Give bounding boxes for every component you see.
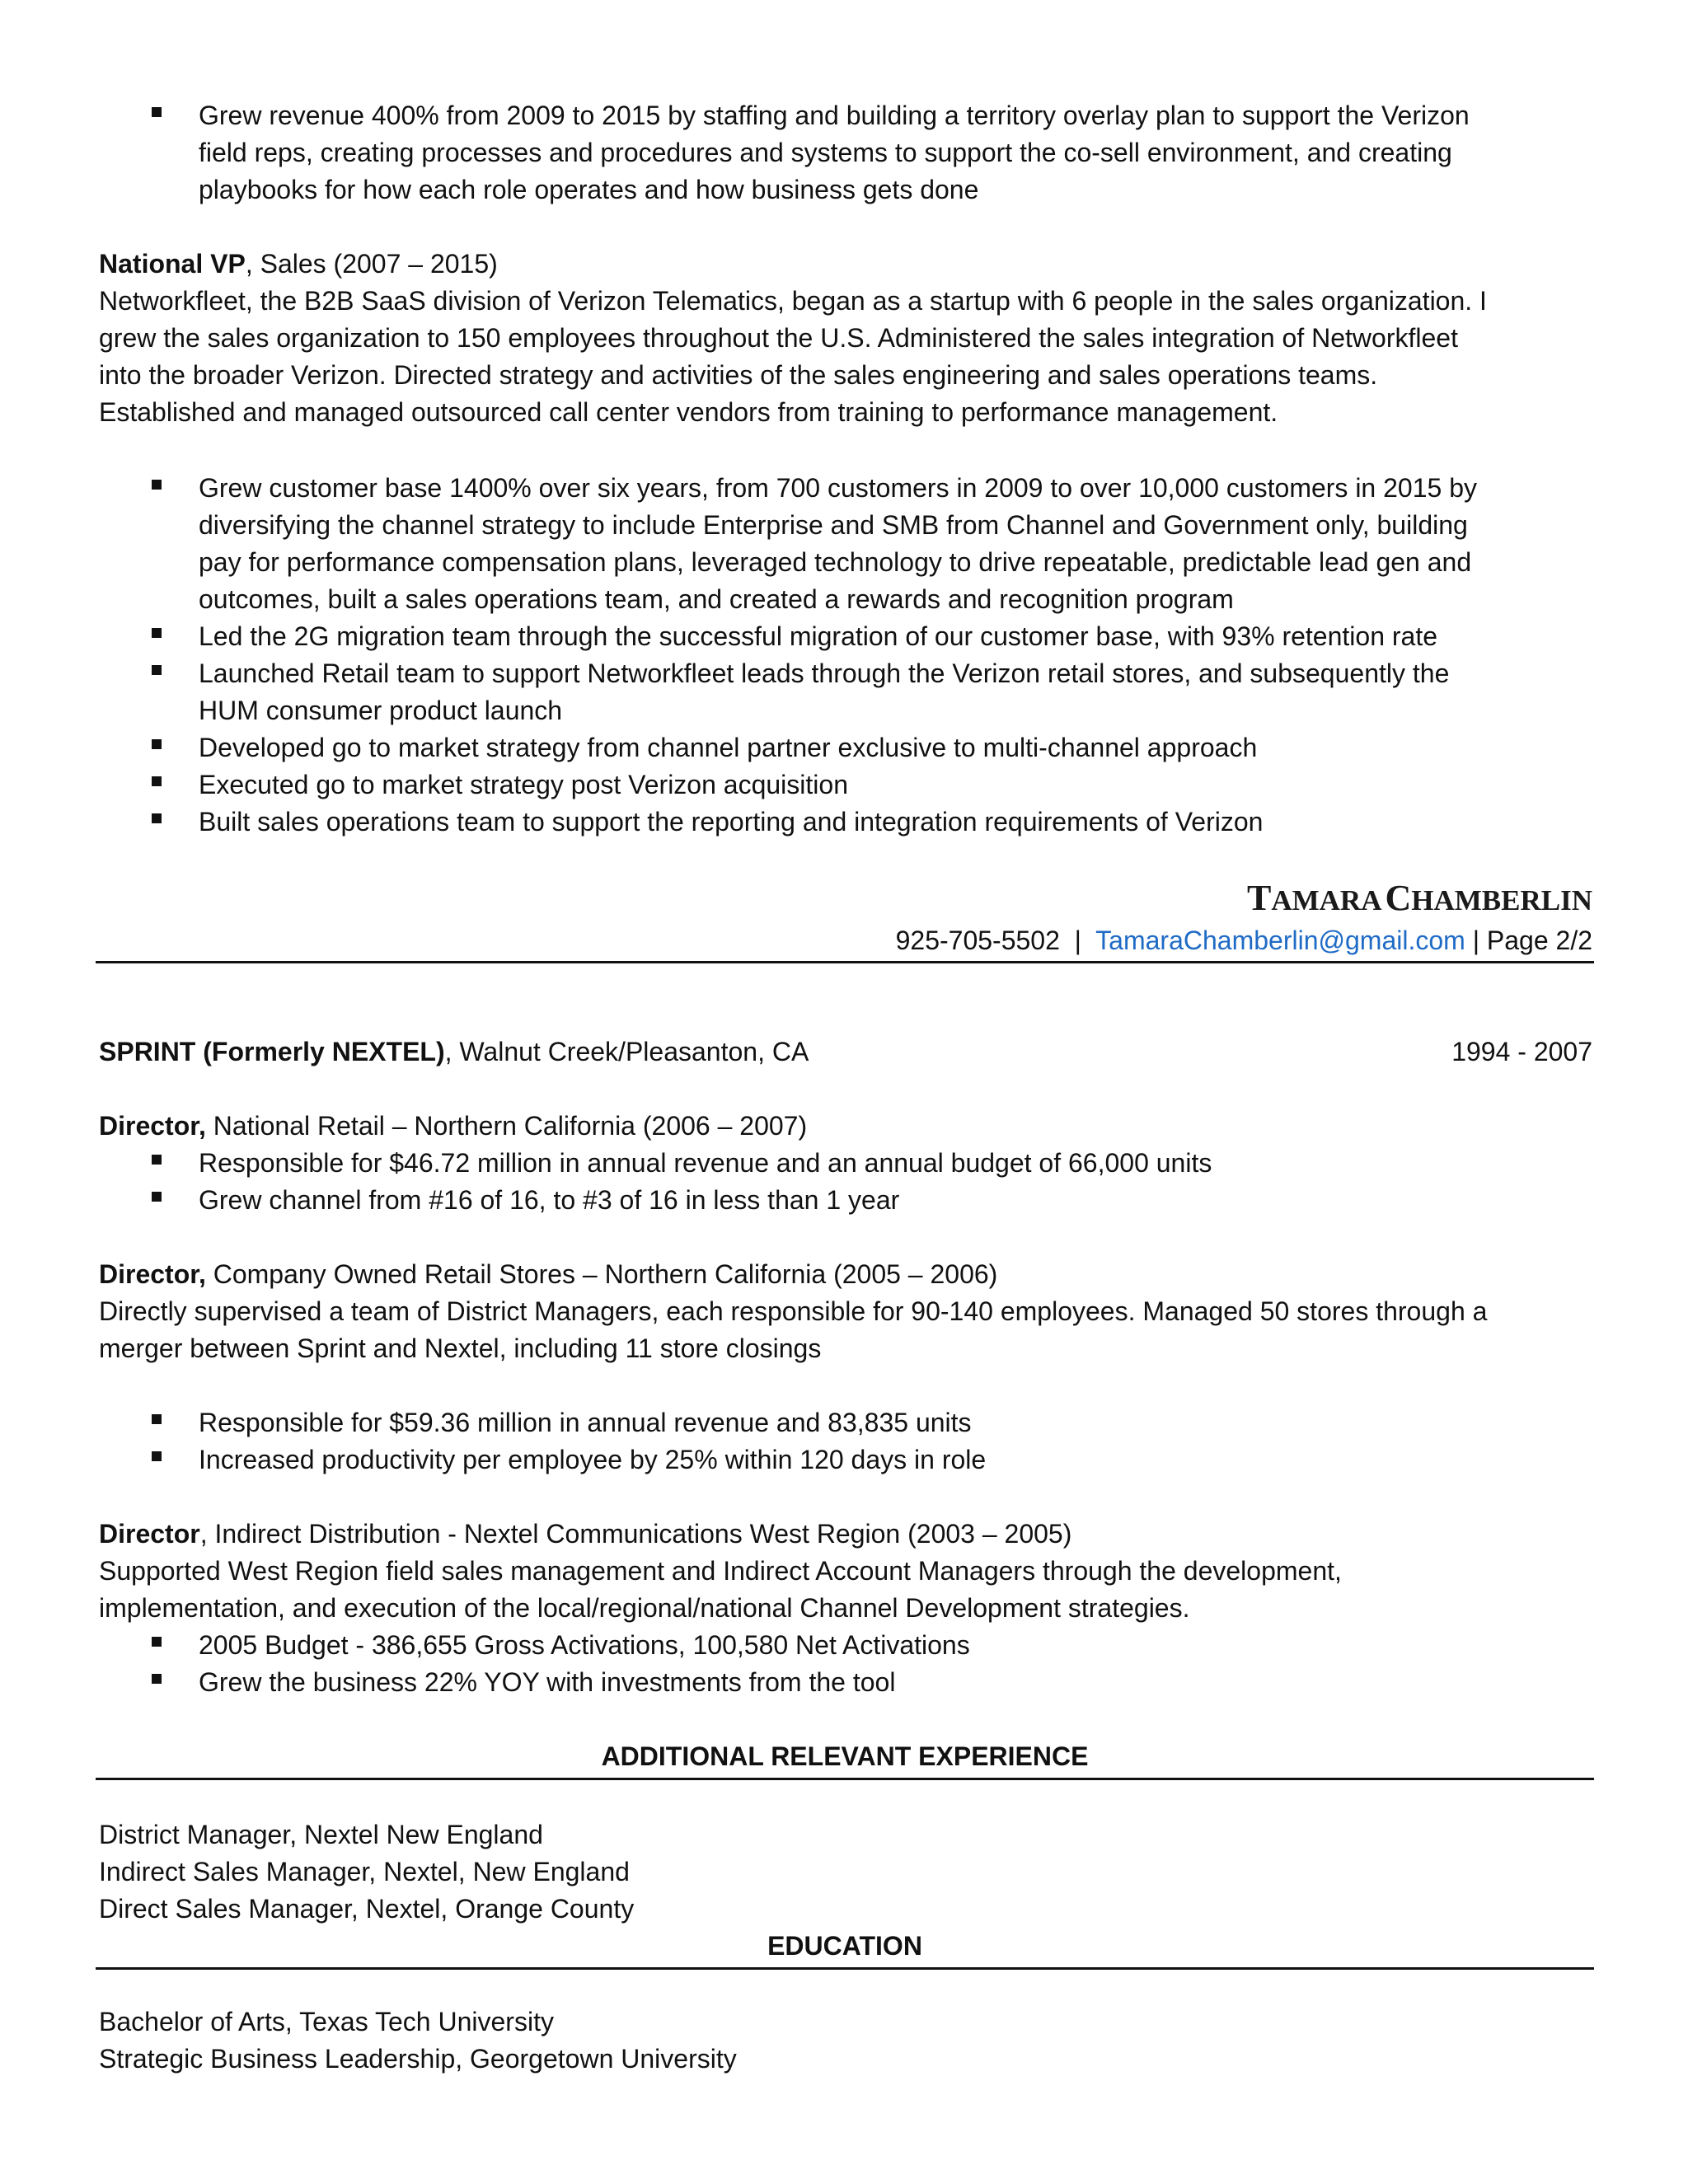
page-number: | Page 2/2 <box>1465 926 1592 955</box>
name-last: HAMBERLIN <box>1411 884 1592 916</box>
section-divider <box>96 1967 1594 1970</box>
director-2-bullet-2: Increased productivity per employee by 25% within 120 days in role <box>199 1445 987 1474</box>
bullet-marker <box>152 628 162 638</box>
national-vp-heading <box>99 246 498 283</box>
phone-number: 925-705-5502 <box>895 926 1060 955</box>
bullet-marker <box>152 1451 162 1461</box>
director-3-desc-1: Supported West Region field sales management and Indirect Account Managers through the development, <box>99 1556 1342 1586</box>
director-1-heading <box>99 1108 807 1145</box>
education-item-2: Strategic Business Leadership, Georgetown University <box>99 2044 737 2074</box>
national-vp-bullet-3b: HUM consumer product launch <box>199 696 563 725</box>
bullet-marker <box>152 1192 162 1202</box>
sprint-heading <box>99 1033 809 1071</box>
job-title: Director, <box>99 1111 206 1141</box>
bullet-marker <box>152 1414 162 1424</box>
company-location: , Walnut Creek/Pleasanton, CA <box>444 1037 809 1066</box>
header-divider <box>96 961 1594 963</box>
bullet-marker <box>152 776 162 786</box>
director-2-heading <box>99 1256 997 1293</box>
job-title: National VP <box>99 249 246 279</box>
bullet-marker <box>152 1674 162 1684</box>
additional-item-2: Indirect Sales Manager, Nextel, New England <box>99 1857 630 1886</box>
additional-experience-heading: ADDITIONAL RELEVANT EXPERIENCE <box>601 1741 1089 1771</box>
name-initial: C <box>1385 878 1412 918</box>
education-heading: EDUCATION <box>767 1931 922 1961</box>
separator: | <box>1059 926 1096 955</box>
national-vp-bullet-5: Executed go to market strategy post Verizon acquisition <box>199 770 848 799</box>
name-first: AMARA <box>1271 884 1382 916</box>
director-2-bullet-1: Responsible for $59.36 million in annual revenue and 83,835 units <box>199 1408 972 1437</box>
job-detail: , Sales (2007 – 2015) <box>245 249 498 279</box>
top-bullet-line-3: playbooks for how each role operates and how business gets done <box>199 175 979 204</box>
email-link[interactable]: TamaraChamberlin@gmail.com <box>1095 926 1465 955</box>
bullet-marker <box>152 1155 162 1165</box>
director-3-heading <box>99 1516 1071 1553</box>
education-item-1: Bachelor of Arts, Texas Tech University <box>99 2007 554 2036</box>
sprint-dates: 1994 - 2007 <box>1451 1037 1592 1066</box>
bullet-marker <box>152 665 162 675</box>
bullet-marker <box>152 107 162 117</box>
job-detail: Company Owned Retail Stores – Northern California (2005 – 2006) <box>205 1259 998 1289</box>
job-detail: National Retail – Northern California (2006 – 2007) <box>205 1111 808 1141</box>
bullet-marker <box>152 1637 162 1647</box>
name-initial: T <box>1246 878 1272 918</box>
national-vp-bullet-1a: Grew customer base 1400% over six years, from 700 customers in 2009 to over 10,000 customers in 2015 by <box>199 473 1477 503</box>
bullet-marker <box>152 480 162 490</box>
national-vp-bullet-2: Led the 2G migration team through the successful migration of our customer base, with 93% retention rate <box>199 621 1438 651</box>
company-name: SPRINT (Formerly NEXTEL) <box>99 1037 445 1066</box>
director-3-bullet-1: 2005 Budget - 386,655 Gross Activations, 100,580 Net Activations <box>199 1630 970 1660</box>
national-vp-bullet-6: Built sales operations team to support the reporting and integration requirements of Verizon <box>199 807 1264 837</box>
bullet-marker <box>152 813 162 823</box>
national-vp-desc-1: Networkfleet, the B2B SaaS division of Verizon Telematics, began as a startup with 6 people in the sales organization. I <box>99 286 1487 316</box>
top-bullet-line-2: field reps, creating processes and procedures and systems to support the co-sell environment, and creating <box>199 138 1452 167</box>
director-2-desc-1: Directly supervised a team of District Managers, each responsible for 90-140 employees. Managed 50 stores through a <box>99 1296 1488 1326</box>
director-3-desc-2: implementation, and execution of the local/regional/national Channel Development strategies. <box>99 1593 1190 1623</box>
national-vp-bullet-3a: Launched Retail team to support Networkfleet leads through the Verizon retail stores, and subsequently the <box>199 658 1450 688</box>
director-2-desc-2: merger between Sprint and Nextel, including 11 store closings <box>99 1333 822 1363</box>
national-vp-desc-2: grew the sales organization to 150 employees throughout the U.S. Administered the sales integration of Networkfleet <box>99 323 1458 353</box>
job-title: Director <box>99 1519 200 1549</box>
national-vp-desc-4: Established and managed outsourced call center vendors from training to performance management. <box>99 397 1278 427</box>
national-vp-bullet-1b: diversifying the channel strategy to include Enterprise and SMB from Channel and Government only, building <box>199 510 1468 540</box>
director-1-bullet-1: Responsible for $46.72 million in annual revenue and an annual budget of 66,000 units <box>199 1148 1212 1178</box>
job-detail: , Indirect Distribution - Nextel Communications West Region (2003 – 2005) <box>199 1519 1072 1549</box>
contact-line <box>896 922 1592 959</box>
additional-item-3: Direct Sales Manager, Nextel, Orange County <box>99 1894 635 1924</box>
top-bullet-line-1: Grew revenue 400% from 2009 to 2015 by staffing and building a territory overlay plan to support the Verizon <box>199 101 1470 130</box>
section-divider <box>96 1778 1594 1780</box>
director-3-bullet-2: Grew the business 22% YOY with investments from the tool <box>199 1667 896 1697</box>
job-title: Director, <box>99 1259 206 1289</box>
national-vp-desc-3: into the broader Verizon. Directed strategy and activities of the sales engineering and sales operations teams. <box>99 360 1378 390</box>
national-vp-bullet-1d: outcomes, built a sales operations team, and created a rewards and recognition program <box>199 584 1234 614</box>
bullet-marker <box>152 739 162 749</box>
national-vp-bullet-1c: pay for performance compensation plans, leveraged technology to drive repeatable, predictable lead gen and <box>199 547 1472 577</box>
director-1-bullet-2: Grew channel from #16 of 16, to #3 of 16 in less than 1 year <box>199 1185 900 1215</box>
additional-item-1: District Manager, Nextel New England <box>99 1820 543 1849</box>
national-vp-bullet-4: Developed go to market strategy from channel partner exclusive to multi-channel approach <box>199 733 1258 762</box>
